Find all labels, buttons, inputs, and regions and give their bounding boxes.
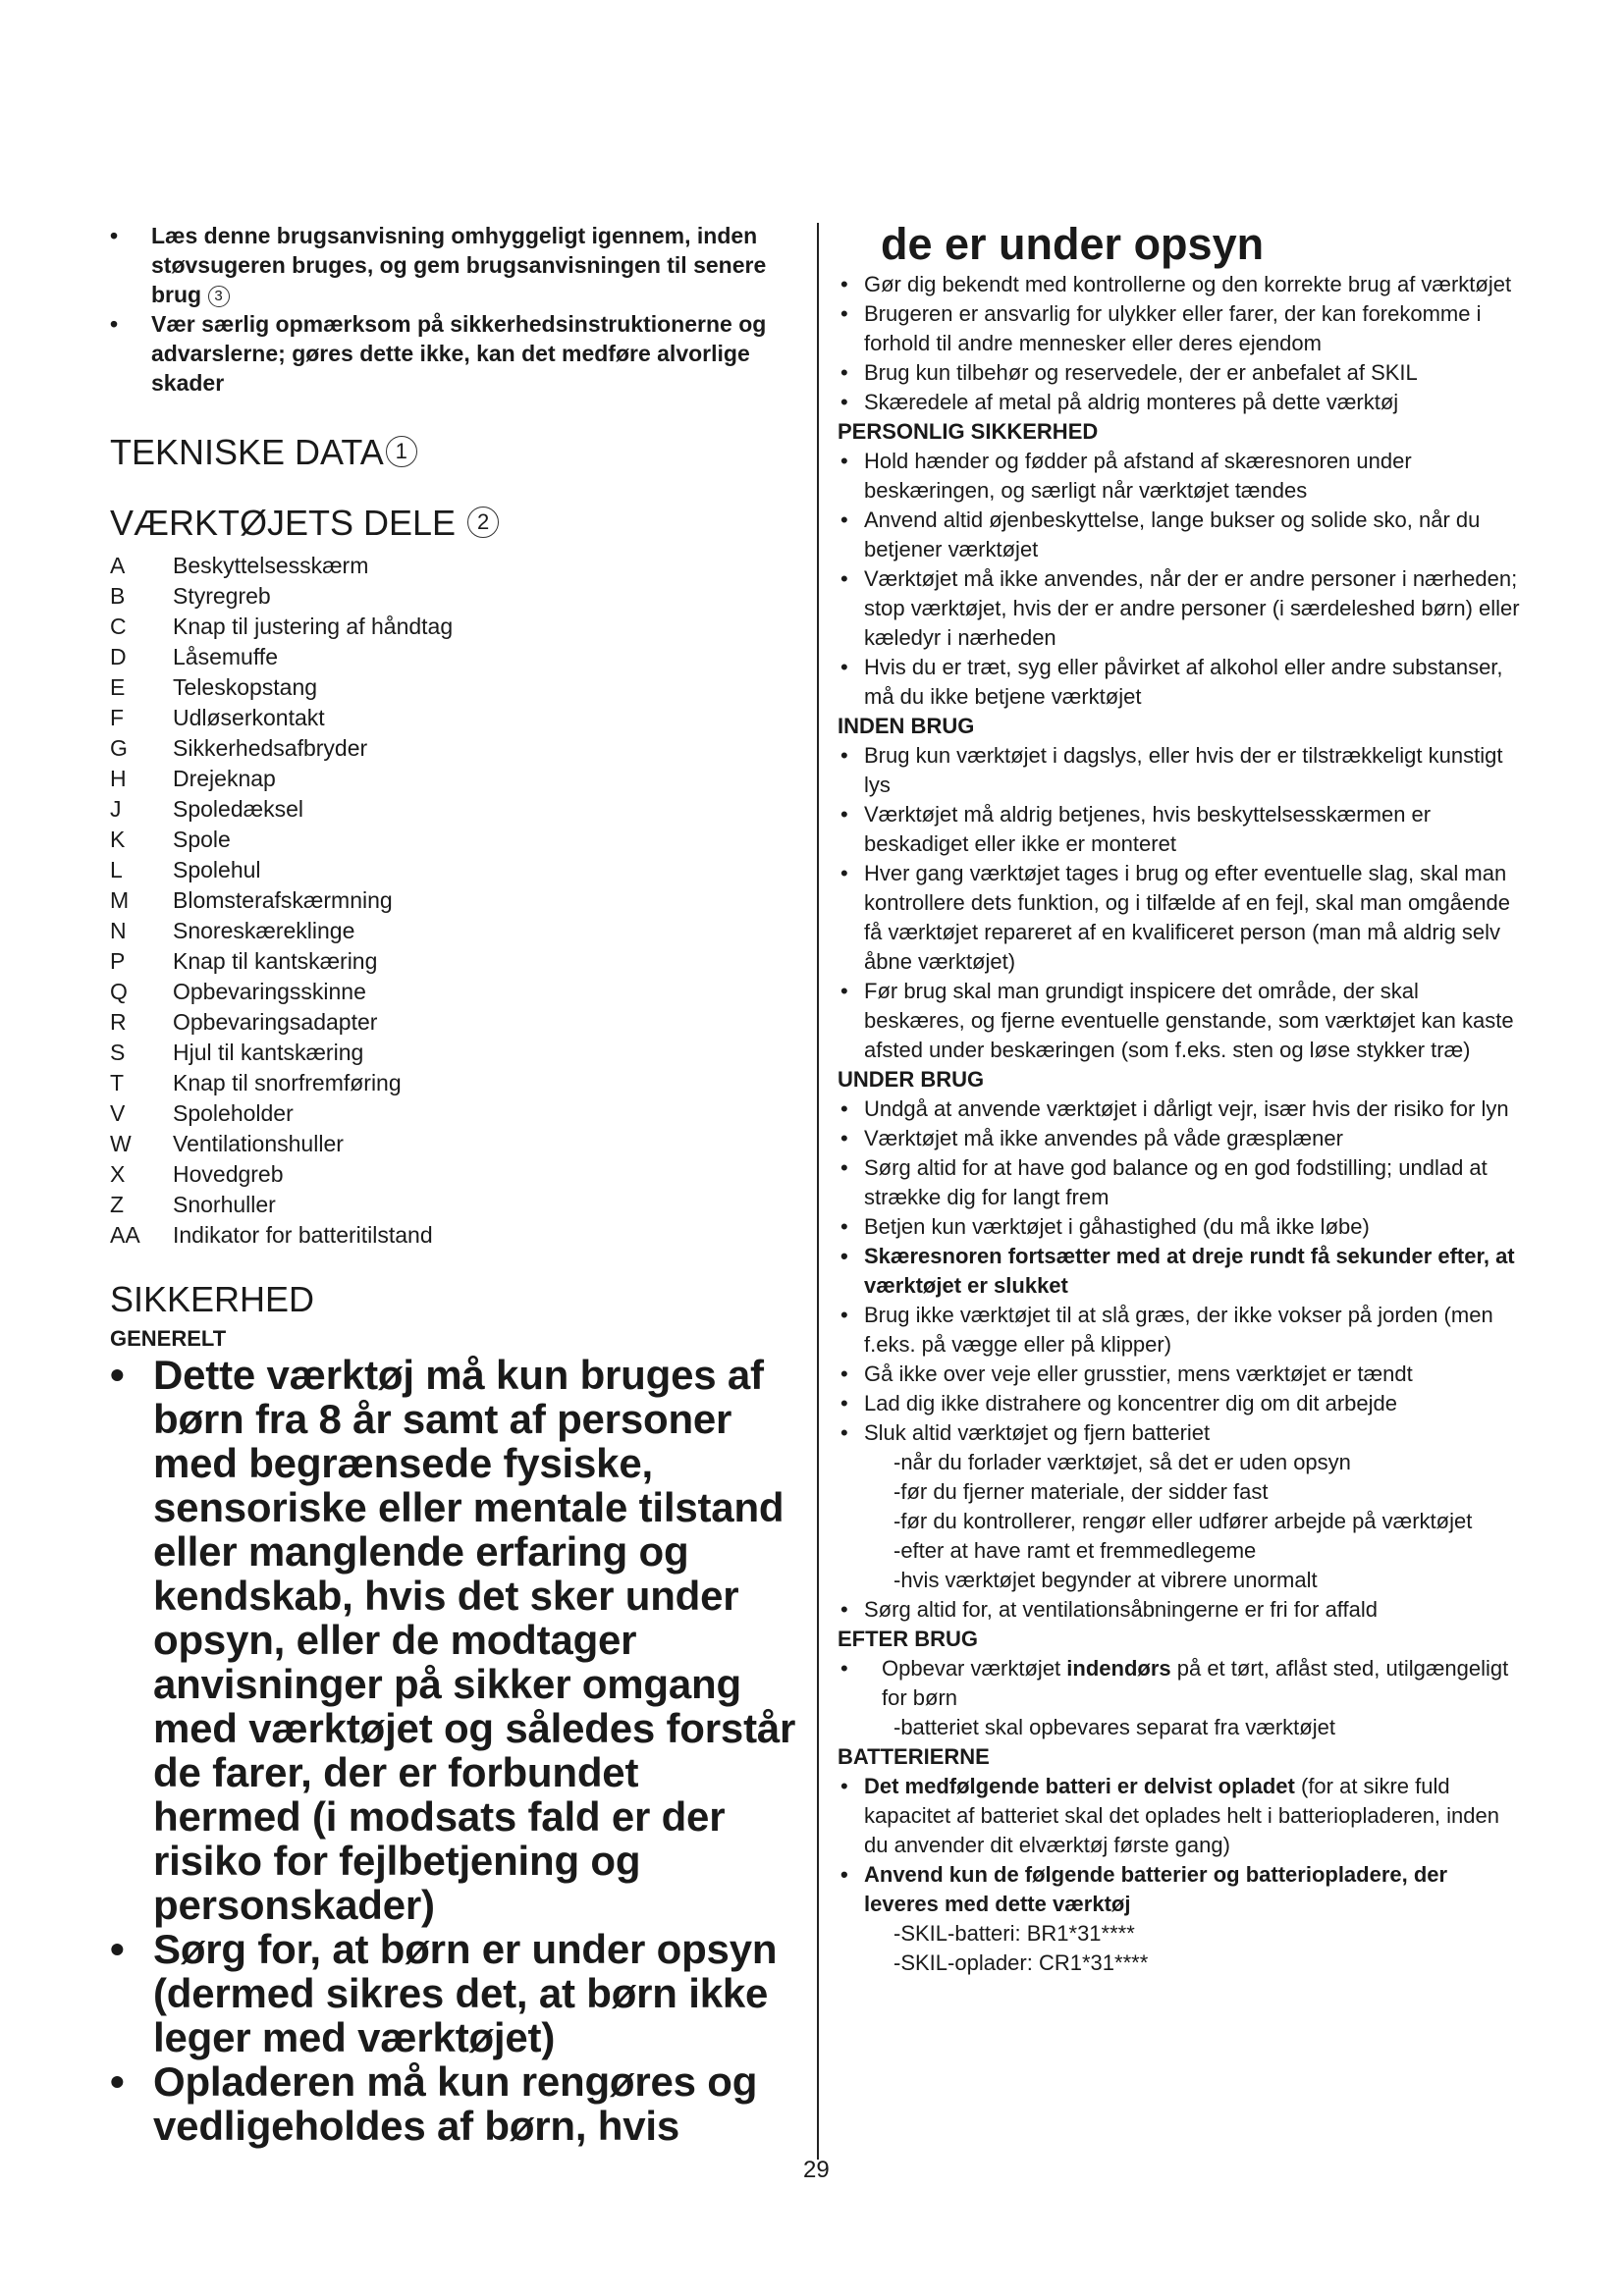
parts-row	[110, 1190, 797, 1220]
list-item: • Lad dig ikke distrahere og koncentrer dig om dit arbejde	[838, 1389, 1525, 1418]
before-use-heading: INDEN BRUG	[838, 714, 975, 738]
part-letter: D	[110, 644, 127, 669]
part-letter: R	[110, 1009, 127, 1035]
list-item: • Sørg altid for at have god balance og en god fodstilling; undlad at strække dig for langt frem	[838, 1153, 1525, 1212]
warning-item: • Dette værktøj må kun bruges af børn fra 8 år samt af personer med begrænsede fysiske, sensoriske eller mentale tilstand eller manglende erfaring og kendskab, hvis det sker under opsyn, eller de modtager anvisninger på sikker omgang med værktøjet og således forstår de farer, der er forbundet hermed (i modsats fald er der risiko for fejlbetjening og personskader)	[110, 1353, 797, 1927]
part-letter: E	[110, 674, 126, 700]
sub-item: -når du forlader værktøjet, så det er uden opsyn	[893, 1450, 1351, 1474]
part-letter: M	[110, 887, 130, 913]
parts-row	[110, 581, 797, 612]
part-name: Spoledæksel	[173, 796, 303, 822]
part-letter: G	[110, 735, 128, 761]
during-use-heading: UNDER BRUG	[838, 1067, 985, 1092]
list-item: • Brug kun tilbehør og reservedele, der er anbefalet af SKIL	[838, 358, 1525, 388]
part-name: Ventilationshuller	[173, 1131, 344, 1156]
parts-row	[110, 703, 797, 733]
parts-row	[110, 794, 797, 825]
part-name: Låsemuffe	[173, 644, 278, 669]
list-item: • Sørg altid for, at ventilationsåbningerne er fri for affald	[838, 1595, 1525, 1625]
part-name: Knap til kantskæring	[173, 948, 378, 974]
sub-item: -før du kontrollerer, rengør eller udfører arbejde på værktøjet	[893, 1509, 1473, 1533]
personal-safety-heading: PERSONLIG SIKKERHED	[838, 419, 1099, 444]
right-column	[838, 221, 1525, 1978]
list-item-bold: • Skæresnoren fortsætter med at dreje rundt få sekunder efter, at værktøjet er slukket	[838, 1242, 1525, 1301]
part-letter: X	[110, 1161, 126, 1187]
parts-row	[110, 1098, 797, 1129]
safety-heading: SIKKERHED	[110, 1279, 315, 1319]
sub-item: -før du fjerner materiale, der sidder fast	[893, 1479, 1269, 1504]
parts-row	[110, 672, 797, 703]
part-name: Spolehul	[173, 857, 261, 882]
part-name: Styregreb	[173, 583, 271, 609]
parts-heading: VÆRKTØJETS DELE 2	[110, 502, 797, 545]
part-name: Hjul til kantskæring	[173, 1040, 364, 1065]
list-item: • Skæredele af metal på aldrig monteres på dette værktøj	[838, 388, 1525, 417]
part-letter: W	[110, 1131, 132, 1156]
list-item: • Undgå at anvende værktøjet i dårligt vejr, især hvis der risiko for lyn	[838, 1095, 1525, 1124]
continuation-text: de er under opsyn	[881, 219, 1265, 269]
part-letter: C	[110, 614, 127, 639]
part-name: Spoleholder	[173, 1100, 294, 1126]
children-warnings	[110, 1353, 797, 2148]
intro-item: • Læs denne brugsanvisning omhyggeligt igennem, inden støvsugeren bruges, og gem brugsanvisningen til senere brug 3	[110, 221, 797, 309]
parts-row	[110, 1129, 797, 1159]
list-item: • Gør dig bekendt med kontrollerne og den korrekte brug af værktøjet	[838, 270, 1525, 299]
part-name: Snoreskæreklinge	[173, 918, 355, 943]
part-name: Opbevaringsskinne	[173, 979, 366, 1004]
list-item: • Brug ikke værktøjet til at slå græs, der ikke vokser på jorden (men f.eks. på vægge eller på klipper)	[838, 1301, 1525, 1360]
intro-item: • Vær særlig opmærksom på sikkerhedsinstruktionerne og advarslerne; gøres dette ikke, kan det medføre alvorlige skader	[110, 309, 797, 398]
parts-row	[110, 642, 797, 672]
warning-item: • Opladeren må kun rengøres og vedligeholdes af børn, hvis	[110, 2059, 797, 2148]
parts-row	[110, 1007, 797, 1038]
parts-row	[110, 855, 797, 885]
part-letter: P	[110, 948, 126, 974]
parts-row	[110, 946, 797, 977]
parts-row	[110, 977, 797, 1007]
part-letter: S	[110, 1040, 126, 1065]
safety-list	[838, 270, 1525, 1978]
page-number: 29	[803, 2157, 830, 2183]
part-letter: N	[110, 918, 127, 943]
list-item-bold: • Anvend kun de følgende batterier og batteriopladere, der leveres med dette værktøj	[838, 1860, 1525, 1919]
part-name: Sikkerhedsafbryder	[173, 735, 368, 761]
parts-row	[110, 1220, 797, 1251]
part-name: Spole	[173, 827, 231, 852]
parts-row	[110, 733, 797, 764]
parts-row	[110, 1068, 797, 1098]
parts-row	[110, 825, 797, 855]
parts-row	[110, 916, 797, 946]
part-name: Beskyttelsesskærm	[173, 553, 369, 578]
column-divider	[817, 223, 819, 2160]
list-item: • Opbevar værktøjet indendørs på et tørt, aflåst sted, utilgængeligt for børn	[838, 1654, 1525, 1713]
part-name: Opbevaringsadapter	[173, 1009, 378, 1035]
parts-row	[110, 551, 797, 581]
sub-item: -SKIL-oplader: CR1*31****	[893, 1950, 1149, 1975]
part-letter: F	[110, 705, 125, 730]
list-item: • Værktøjet må ikke anvendes på våde græsplæner	[838, 1124, 1525, 1153]
list-item: • Det medfølgende batteri er delvist opladet (for at sikre fuld kapacitet af batteriet skal det oplades helt i batteriopladeren, inden du anvender dit elværktøj første gang)	[838, 1772, 1525, 1860]
after-use-heading: EFTER BRUG	[838, 1627, 978, 1651]
part-letter: L	[110, 857, 123, 882]
batteries-heading: BATTERIERNE	[838, 1744, 990, 1769]
tech-data-heading: TEKNISKE DATA 1	[110, 431, 797, 474]
parts-row	[110, 612, 797, 642]
part-name: Hovedgreb	[173, 1161, 284, 1187]
part-letter: A	[110, 553, 126, 578]
general-subheading: GENERELT	[110, 1326, 227, 1351]
part-name: Knap til snorfremføring	[173, 1070, 402, 1095]
part-letter: K	[110, 827, 126, 852]
part-name: Blomsterafskærmning	[173, 887, 393, 913]
list-item: • Værktøjet må ikke anvendes, når der er andre personer i nærheden; stop værktøjet, hvis der er andre personer (i særdeleshed børn) eller kæledyr i nærheden	[838, 564, 1525, 653]
parts-row	[110, 1038, 797, 1068]
list-item: • Værktøjet må aldrig betjenes, hvis beskyttelsesskærmen er beskadiget eller ikke er monteret	[838, 800, 1525, 859]
warning-item: • Sørg for, at børn er under opsyn (dermed sikres det, at børn ikke leger med værktøjet)	[110, 1927, 797, 2059]
part-name: Udløserkontakt	[173, 705, 325, 730]
ref-circle: 1	[386, 436, 417, 467]
sub-item: -SKIL-batteri: BR1*31****	[893, 1921, 1135, 1946]
parts-list	[110, 551, 797, 1251]
part-name: Snorhuller	[173, 1192, 276, 1217]
list-item: • Hvis du er træt, syg eller påvirket af alkohol eller andre substanser, må du ikke betjene værktøjet	[838, 653, 1525, 712]
sub-item: -batteriet skal opbevares separat fra værktøjet	[893, 1715, 1335, 1739]
list-item: • Sluk altid værktøjet og fjern batteriet	[838, 1418, 1525, 1448]
list-item: • Anvend altid øjenbeskyttelse, lange bukser og solide sko, når du betjener værktøjet	[838, 506, 1525, 564]
list-item: • Brugeren er ansvarlig for ulykker eller farer, der kan forekomme i forhold til andre mennesker eller deres ejendom	[838, 299, 1525, 358]
left-column	[110, 221, 797, 2148]
part-name: Drejeknap	[173, 766, 276, 791]
part-letter: H	[110, 766, 127, 791]
list-item: • Før brug skal man grundigt inspicere det område, der skal beskæres, og fjerne eventuelle genstande, som værktøjet kan kaste afsted under beskæringen (som f.eks. sten og løse stykker træ)	[838, 977, 1525, 1065]
part-letter: AA	[110, 1222, 140, 1248]
sub-item: -efter at have ramt et fremmedlegeme	[893, 1538, 1257, 1563]
part-letter: T	[110, 1070, 125, 1095]
ref-circle: 2	[467, 507, 499, 538]
list-item: • Hold hænder og fødder på afstand af skæresnoren under beskæringen, og særligt når værktøjet tændes	[838, 447, 1525, 506]
part-letter: J	[110, 796, 122, 822]
ref-circle: 3	[208, 286, 230, 307]
part-name: Indikator for batteritilstand	[173, 1222, 433, 1248]
part-letter: Z	[110, 1192, 125, 1217]
parts-row	[110, 1159, 797, 1190]
parts-row	[110, 885, 797, 916]
part-letter: Q	[110, 979, 128, 1004]
parts-row	[110, 764, 797, 794]
part-name: Knap til justering af håndtag	[173, 614, 454, 639]
list-item: • Brug kun værktøjet i dagslys, eller hvis der er tilstrækkeligt kunstigt lys	[838, 741, 1525, 800]
intro-list	[110, 221, 797, 398]
part-name: Teleskopstang	[173, 674, 318, 700]
list-item: • Gå ikke over veje eller grusstier, mens værktøjet er tændt	[838, 1360, 1525, 1389]
part-letter: B	[110, 583, 126, 609]
sub-item: -hvis værktøjet begynder at vibrere unormalt	[893, 1568, 1318, 1592]
list-item: • Betjen kun værktøjet i gåhastighed (du må ikke løbe)	[838, 1212, 1525, 1242]
part-letter: V	[110, 1100, 126, 1126]
list-item: • Hver gang værktøjet tages i brug og efter eventuelle slag, skal man kontrollere dets funktion, og i tilfælde af en fejl, skal man omgående få værktøjet repareret af en kvalificeret person (man må aldrig selv åbne værktøjet)	[838, 859, 1525, 977]
